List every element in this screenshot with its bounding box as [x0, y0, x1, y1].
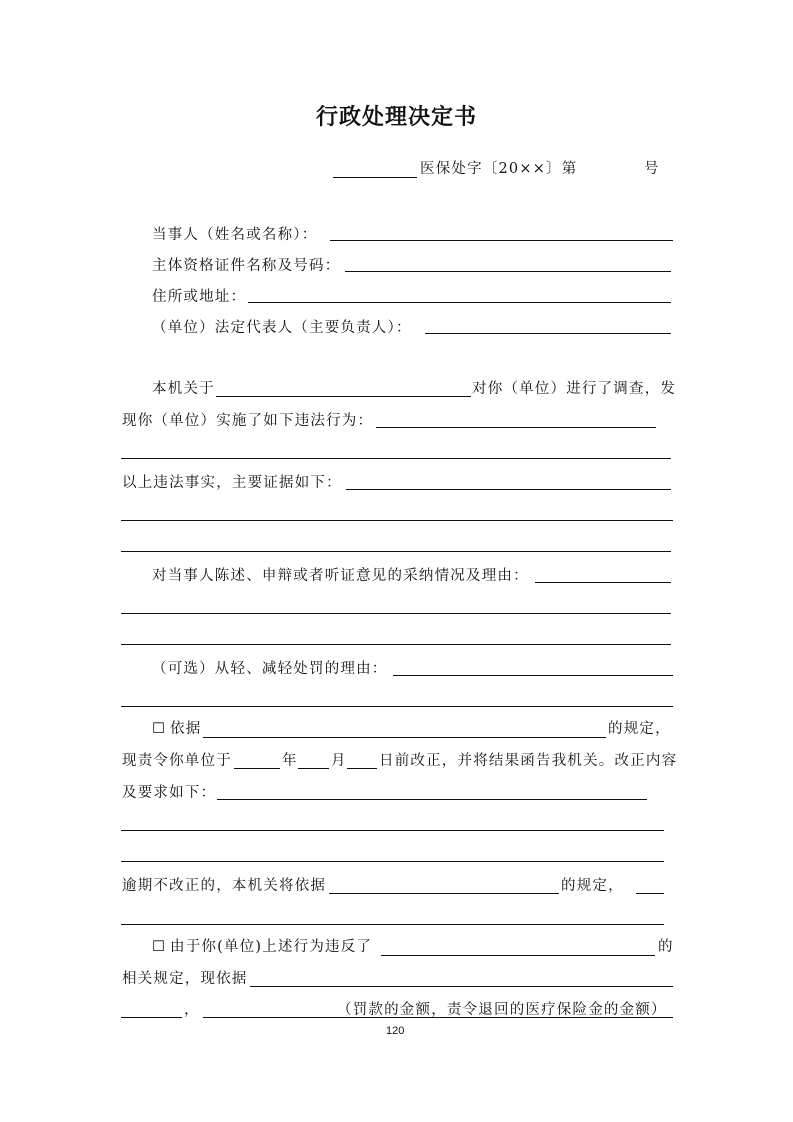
- party-id-label: 主体资格证件名称及号码：: [152, 258, 341, 274]
- violated-rules-blank[interactable]: [381, 955, 655, 956]
- order-day-blank[interactable]: [347, 768, 377, 769]
- party-name-blank[interactable]: [330, 240, 673, 241]
- order-year-label: 年: [282, 753, 298, 769]
- order-requirements-blank-3[interactable]: [121, 861, 664, 862]
- violation-acts-blank-2[interactable]: [121, 458, 671, 459]
- order-year-blank[interactable]: [234, 768, 280, 769]
- overdue-basis-blank[interactable]: [329, 893, 559, 894]
- penalty-amount-note: （罚款的金额，责令退回的医疗保险金的金额）: [337, 1002, 667, 1018]
- penalty-basis-label: 相关规定，现依据: [122, 971, 248, 987]
- evidence-blank-1[interactable]: [346, 489, 671, 490]
- evidence-blank-2[interactable]: [121, 520, 673, 521]
- violation-suffix: 的: [658, 939, 674, 955]
- doc-number-agency-blank[interactable]: [333, 177, 417, 178]
- party-id-blank[interactable]: [345, 271, 671, 272]
- doc-number-prefix: 医保处字〔20××〕第: [420, 161, 578, 177]
- overdue-suffix: 的规定，: [561, 878, 624, 894]
- order-basis-blank[interactable]: [203, 737, 606, 738]
- investigation-matter-blank[interactable]: [216, 396, 471, 397]
- party-rep-label: （单位）法定代表人（主要负责人）：: [152, 320, 412, 336]
- order-basis-prefix: 依据: [170, 721, 202, 737]
- statement-label: 对当事人陈述、申辩或者听证意见的采纳情况及理由：: [152, 568, 529, 584]
- order-requirements-blank-1[interactable]: [217, 799, 647, 800]
- order-checkbox[interactable]: ☐: [152, 721, 167, 737]
- penalty-comma-1: ，: [184, 1002, 200, 1018]
- mitigation-blank-2[interactable]: [121, 706, 673, 707]
- statement-blank-2[interactable]: [121, 613, 671, 614]
- party-address-blank[interactable]: [248, 302, 671, 303]
- statement-blank-1[interactable]: [535, 582, 671, 583]
- order-requirements-blank-2[interactable]: [121, 830, 664, 831]
- doc-number-suffix: 号: [644, 161, 660, 177]
- document-title: 行政处理决定书: [315, 104, 477, 130]
- order-deadline-suffix: 日前改正，并将结果函告我机关。改正内容: [379, 753, 678, 769]
- statement-blank-3[interactable]: [121, 644, 671, 645]
- investigation-part3: 现你（单位）实施了如下违法行为：: [122, 413, 374, 429]
- penalty-basis-blank[interactable]: [250, 986, 673, 987]
- overdue-consequence-blank-1[interactable]: [636, 893, 664, 894]
- violation-prefix: 由于你(单位)上述行为违反了: [170, 939, 373, 955]
- investigation-part1: 本机关于: [152, 381, 215, 397]
- violation-acts-blank-1[interactable]: [376, 427, 656, 428]
- order-month-blank[interactable]: [298, 768, 329, 769]
- order-requirements-label: 及要求如下：: [122, 785, 217, 801]
- page-number: 120: [386, 1025, 405, 1037]
- evidence-label: 以上违法事实，主要证据如下：: [122, 475, 342, 491]
- overdue-prefix: 逾期不改正的，本机关将依据: [122, 878, 327, 894]
- order-month-label: 月: [331, 753, 347, 769]
- overdue-consequence-blank-2[interactable]: [121, 924, 664, 925]
- party-address-label: 住所或地址：: [152, 289, 247, 305]
- order-deadline-prefix: 现责令你单位于: [122, 753, 232, 769]
- violation-checkbox[interactable]: ☐: [152, 939, 167, 955]
- penalty-type-blank[interactable]: [121, 1017, 182, 1018]
- party-rep-blank[interactable]: [425, 333, 671, 334]
- order-basis-suffix: 的规定，: [608, 721, 671, 737]
- mitigation-label: （可选）从轻、减轻处罚的理由：: [152, 661, 388, 677]
- investigation-part2: 对你（单位）进行了调查，发: [472, 381, 677, 397]
- mitigation-blank-1[interactable]: [393, 675, 673, 676]
- party-name-label: 当事人（姓名或名称）：: [152, 227, 318, 243]
- evidence-blank-3[interactable]: [121, 551, 671, 552]
